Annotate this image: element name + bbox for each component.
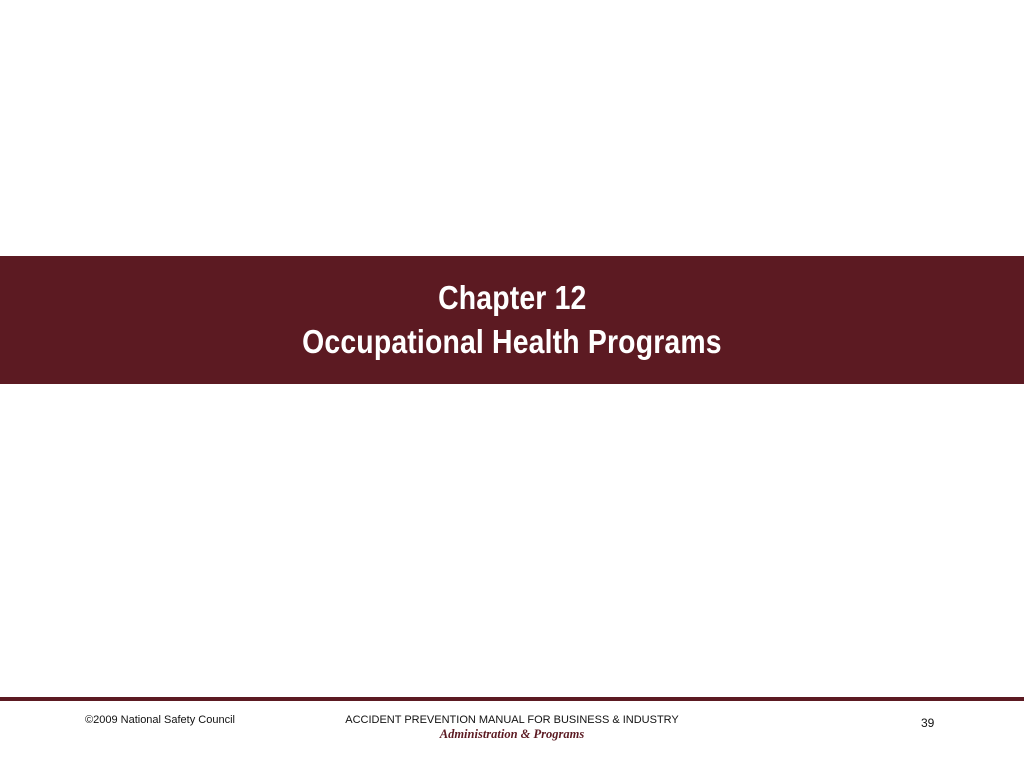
footer-manual-title: ACCIDENT PREVENTION MANUAL FOR BUSINESS & INDUSTRY <box>345 714 679 726</box>
title-band <box>0 256 1024 384</box>
page-number: 39 <box>921 716 935 730</box>
chapter-number: Chapter 12 <box>437 279 587 316</box>
chapter-title: Occupational Health Programs <box>302 323 722 360</box>
footer-section-name: Administration & Programs <box>439 727 585 741</box>
footer-center <box>338 714 686 742</box>
footer-divider <box>0 697 1024 701</box>
footer-copyright: ©2009 National Safety Council <box>85 714 235 726</box>
